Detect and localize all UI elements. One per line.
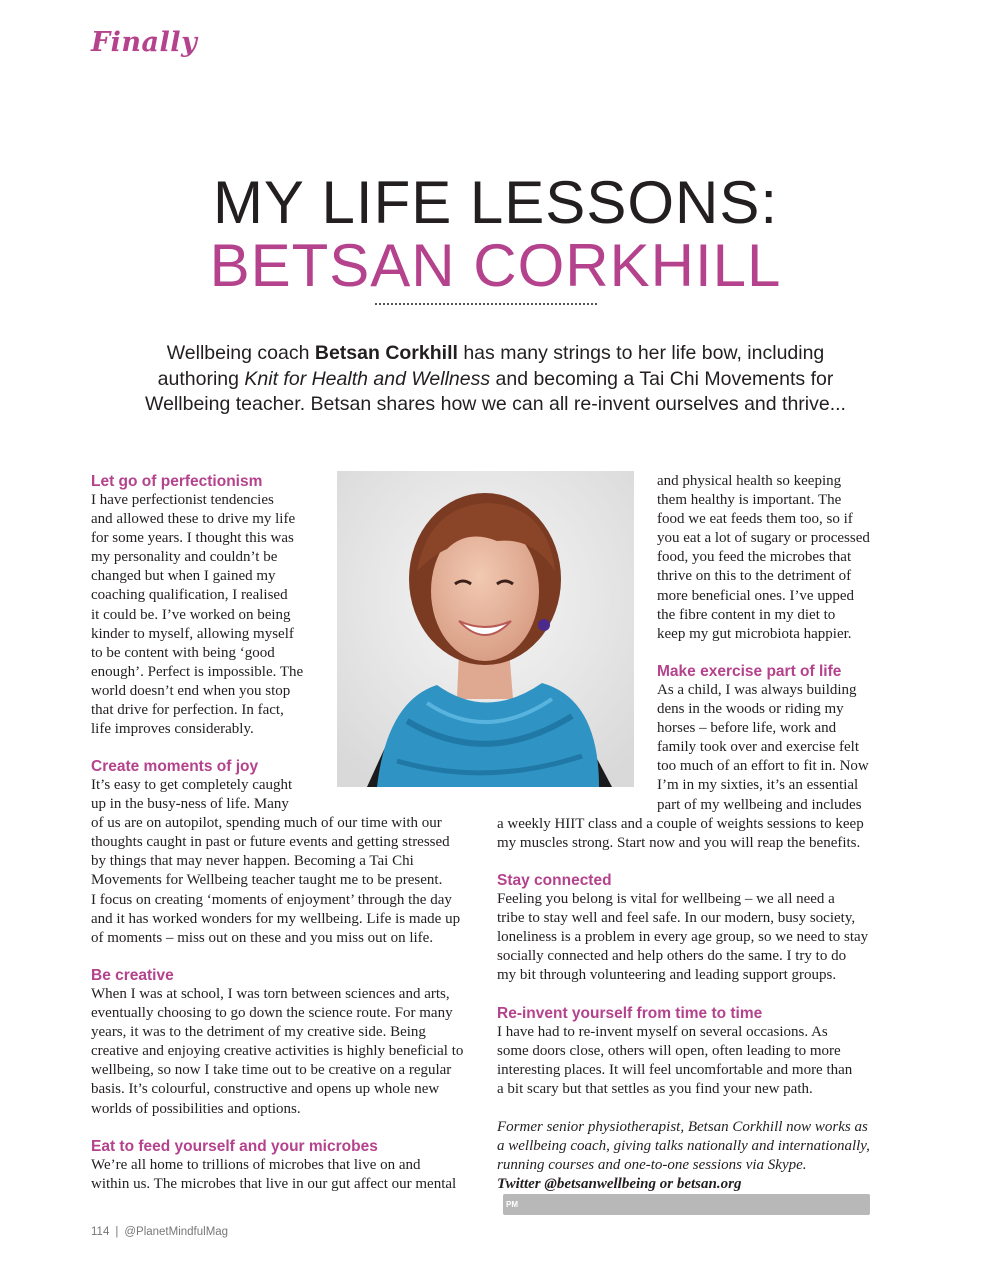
article-title-line-1: MY LIFE LESSONS: [212,169,779,236]
text-line: eventually choosing to go down the science route. For many [91,1005,453,1022]
standfirst-line-2: authoring Knit for Health and Wellness and becoming a Tai Chi Movements for [157,367,834,390]
pm-end-mark-icon: PM [503,1194,870,1215]
text-line: I’m in my sixties, it’s an essential [657,777,859,794]
body-feed-microbes [91,1156,456,1194]
text-line: too much of an effort to fit in. Now [657,758,869,775]
text-line: I have perfectionist tendencies [91,492,274,508]
text-line: creative and enjoying creative activities is highly beneficial to [91,1043,464,1060]
text-line: food we eat feeds them too, so if [657,511,853,528]
text-line: world doesn’t end when you stop [91,682,291,699]
text-line: for some years. I thought this was [91,530,294,547]
standfirst-line-3: Wellbeing teacher. Betsan shares how we can all re-invent ourselves and thrive... [145,393,846,415]
text-line: coaching qualification, I realised [91,587,288,604]
text-line: It’s easy to get completely caught [91,777,293,793]
text-line: wellbeing, so now I take time out to be creative on a regular [91,1062,452,1079]
text-line: dens in the woods or riding my [657,701,844,718]
text-line: changed but when I gained my [91,568,276,585]
text-line: As a child, I was always building [657,682,857,698]
section-tag: Finally [91,27,198,58]
text-line: kinder to myself, allowing myself [91,625,294,642]
text-line: thrive on this to the detriment of [657,568,852,585]
text-line: keep my gut microbiota happier. [657,625,852,642]
text-line: thoughts caught in past or future events and getting stressed [91,834,450,851]
text-line: Feeling you belong is vital for wellbeing – we all need a [497,891,835,907]
page-number: 114 [91,1226,110,1238]
text-line: more beneficial ones. I’ve upped [657,587,854,604]
body-perfectionism [91,491,303,739]
text-line: part of my wellbeing and includes [657,796,862,813]
text-line: my muscles strong. Start now and you will reap the benefits. [497,835,861,852]
text-line: horses – before life, work and [657,720,837,737]
text-line: my bit through volunteering and leading support groups. [497,967,837,984]
body-feed-microbes-continued [657,472,870,644]
heading-be-creative: Be creative [91,967,174,984]
standfirst-line-1: Wellbeing coach Betsan Corkhill has many strings to her life bow, including [166,342,825,364]
text-line: I focus on creating ‘moments of enjoyment’ through the day [91,891,452,908]
text-line: life improves considerably. [91,721,254,738]
social-handle: @PlanetMindfulMag [124,1226,229,1238]
portrait-illustration [337,471,634,787]
text-line: We’re all home to trillions of microbes that live on and [91,1157,421,1173]
heading-re-invent: Re-invent yourself from time to time [497,1005,763,1022]
text-line: loneliness is a problem in every age group, so we need to stay [497,929,869,946]
heading-feed-microbes: Eat to feed yourself and your microbes [91,1138,378,1155]
text-line: to be content with being ‘good [91,644,275,661]
author-contact: Twitter @betsanwellbeing or betsan.org PM [497,1175,870,1215]
text-line: up in the busy-ness of life. Many [91,796,289,813]
text-line: a weekly HIIT class and a couple of weights sessions to keep [497,816,864,832]
text-line: socially connected and help others do the same. I try to do [497,948,847,965]
body-moments-of-joy [91,776,460,948]
text-line: of moments – miss out on these and you miss out on life. [91,929,434,946]
text-line: When I was at school, I was torn between sciences and arts, [91,986,450,1002]
text-line: a wellbeing coach, giving talks nationally and internationally, [497,1138,870,1155]
heading-perfectionism: Let go of perfectionism [91,473,263,490]
body-exercise-narrow [657,681,869,815]
text-line: of us are on autopilot, spending much of our time with our [91,815,442,832]
article-title-line-2: BETSAN CORKHILL [209,232,782,299]
text-line: Movements for Wellbeing teacher taught me to be present. [91,872,443,889]
text-line: them healthy is important. The [657,492,842,509]
text-line: a bit scary but that settles as you find your new path. [497,1081,813,1098]
text-line: years, it was to the detriment of my creative side. Being [91,1024,426,1041]
text-line: it could be. I’ve worked on being [91,606,291,623]
page-footer [91,1226,228,1238]
title-divider [375,303,597,305]
text-line: the fibre content in my diet to [657,606,836,623]
text-line: interesting places. It will feel uncomfortable and more than [497,1062,853,1079]
text-line: enough’. Perfect is impossible. The [91,663,304,680]
text-line: food, you feed the microbes that [657,549,852,566]
body-stay-connected [497,890,868,985]
heading-moments-of-joy: Create moments of joy [91,758,259,775]
text-line: and it has worked wonders for my wellbeing. Life is made up [91,910,461,927]
standfirst [110,341,881,418]
text-line: running courses and one-to-one sessions via Skype. [497,1157,807,1174]
text-line: within us. The microbes that live in our gut affect our mental [91,1176,457,1193]
text-line: worlds of possibilities and options. [91,1100,301,1117]
body-exercise-wide [497,815,864,853]
text-line: by things that may never happen. Becoming a Tai Chi [91,853,414,870]
author-bio [497,1118,870,1215]
text-line: some doors close, others will open, often leading to more [497,1043,841,1060]
text-line: and allowed these to drive my life [91,511,296,528]
text-line: and physical health so keeping [657,473,842,489]
text-line: my personality and couldn’t be [91,549,278,566]
text-line: Former senior physiotherapist, Betsan Corkhill now works as [497,1119,868,1135]
footer-separator: | [115,1226,119,1238]
text-line: basis. It’s colourful, constructive and opens up whole new [91,1081,440,1098]
heading-exercise: Make exercise part of life [657,663,842,680]
text-line: tribe to stay well and feel safe. In our modern, busy society, [497,910,856,927]
text-line: family took over and exercise felt [657,739,860,756]
portrait-photo [337,471,634,787]
body-be-creative [91,985,463,1119]
text-line: that drive for perfection. In fact, [91,702,284,719]
text-line: you eat a lot of sugary or processed [657,530,870,547]
text-line: I have had to re-invent myself on several occasions. As [497,1024,828,1040]
heading-stay-connected: Stay connected [497,872,612,889]
body-re-invent [497,1023,852,1099]
